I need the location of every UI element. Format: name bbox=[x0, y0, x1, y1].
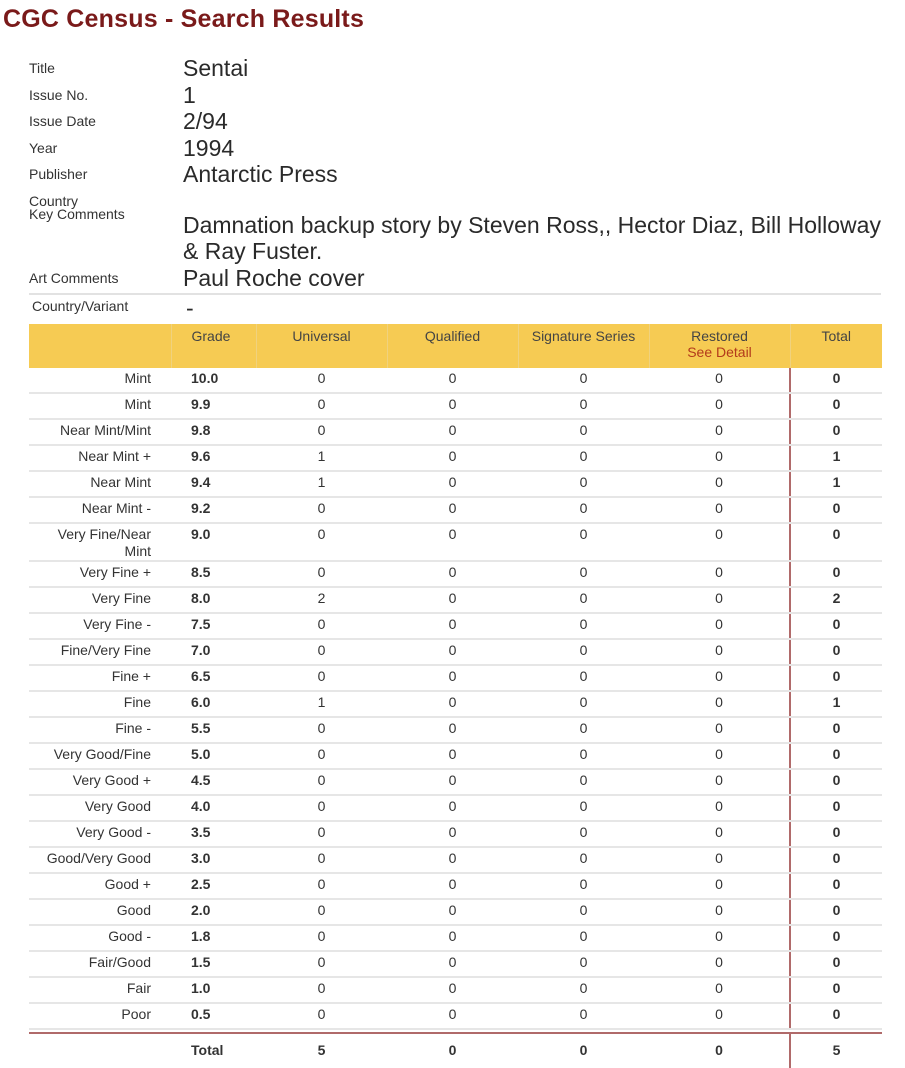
total-count: 0 bbox=[790, 613, 882, 639]
grade-description: Near Mint - bbox=[29, 497, 171, 523]
table-row bbox=[29, 847, 882, 873]
restored-count: 0 bbox=[649, 847, 790, 873]
grade-description: Near Mint bbox=[29, 471, 171, 497]
grade-value: 3.5 bbox=[171, 821, 256, 847]
qualified-count: 0 bbox=[387, 847, 518, 873]
header-restored bbox=[649, 324, 790, 368]
universal-count: 0 bbox=[256, 419, 387, 445]
grade-value: 8.5 bbox=[171, 561, 256, 587]
table-row bbox=[29, 899, 882, 925]
grade-value: 1.0 bbox=[171, 977, 256, 1003]
table-row bbox=[29, 393, 882, 419]
grade-value: 9.8 bbox=[171, 419, 256, 445]
qualified-count: 0 bbox=[387, 419, 518, 445]
header-qualified: Qualified bbox=[387, 324, 518, 368]
detail-label: Art Comments bbox=[29, 269, 119, 286]
totals-label: Total bbox=[191, 1042, 224, 1058]
grade-description: Very Fine/Near Mint bbox=[29, 523, 171, 561]
signature-count: 0 bbox=[518, 665, 649, 691]
detail-value: Sentai bbox=[183, 55, 249, 81]
census-table bbox=[29, 324, 882, 1068]
universal-count: 1 bbox=[256, 445, 387, 471]
total-count: 0 bbox=[790, 977, 882, 1003]
restored-count: 0 bbox=[649, 497, 790, 523]
restored-count: 0 bbox=[649, 717, 790, 743]
signature-count: 0 bbox=[518, 393, 649, 419]
universal-count: 0 bbox=[256, 873, 387, 899]
grade-value: 7.5 bbox=[171, 613, 256, 639]
universal-count: 2 bbox=[256, 587, 387, 613]
grade-value: 6.5 bbox=[171, 665, 256, 691]
total-count: 0 bbox=[790, 925, 882, 951]
universal-count: 0 bbox=[256, 925, 387, 951]
qualified-count: 0 bbox=[387, 368, 518, 393]
totals-blank bbox=[29, 1034, 171, 1068]
grade-value: 1.8 bbox=[171, 925, 256, 951]
universal-count: 0 bbox=[256, 613, 387, 639]
table-row bbox=[29, 795, 882, 821]
universal-count: 0 bbox=[256, 743, 387, 769]
grade-description: Mint bbox=[29, 368, 171, 393]
signature-total: 0 bbox=[579, 1042, 588, 1058]
grade-value: 6.0 bbox=[171, 691, 256, 717]
grade-description: Poor bbox=[29, 1003, 171, 1029]
restored-count: 0 bbox=[649, 587, 790, 613]
grade-description: Fine + bbox=[29, 665, 171, 691]
qualified-count: 0 bbox=[387, 925, 518, 951]
grade-description: Fine - bbox=[29, 717, 171, 743]
qualified-count: 0 bbox=[387, 873, 518, 899]
universal-count: 0 bbox=[256, 847, 387, 873]
restored-count: 0 bbox=[649, 743, 790, 769]
universal-count: 0 bbox=[256, 821, 387, 847]
grade-description: Good + bbox=[29, 873, 171, 899]
qualified-count: 0 bbox=[387, 393, 518, 419]
table-row bbox=[29, 419, 882, 445]
qualified-count: 0 bbox=[387, 497, 518, 523]
grade-value: 4.0 bbox=[171, 795, 256, 821]
qualified-count: 0 bbox=[387, 821, 518, 847]
grade-description: Fair/Good bbox=[29, 951, 171, 977]
totals-row bbox=[29, 1034, 882, 1068]
restored-count: 0 bbox=[649, 393, 790, 419]
universal-count: 0 bbox=[256, 523, 387, 561]
universal-count: 0 bbox=[256, 795, 387, 821]
universal-count: 0 bbox=[256, 561, 387, 587]
table-row bbox=[29, 821, 882, 847]
signature-count: 0 bbox=[518, 951, 649, 977]
table-row bbox=[29, 561, 882, 587]
universal-count: 0 bbox=[256, 769, 387, 795]
total-count: 0 bbox=[790, 523, 882, 561]
total-count: 0 bbox=[790, 665, 882, 691]
grade-description: Very Fine bbox=[29, 587, 171, 613]
total-count: 0 bbox=[790, 717, 882, 743]
signature-count: 0 bbox=[518, 523, 649, 561]
universal-count: 1 bbox=[256, 471, 387, 497]
detail-label: Country bbox=[29, 192, 79, 209]
total-count: 0 bbox=[790, 393, 882, 419]
total-count: 1 bbox=[790, 691, 882, 717]
signature-count: 0 bbox=[518, 497, 649, 523]
detail-label: Issue Date bbox=[29, 113, 96, 129]
table-row bbox=[29, 445, 882, 471]
total-count: 0 bbox=[790, 419, 882, 445]
header-total: Total bbox=[790, 324, 882, 368]
table-row bbox=[29, 743, 882, 769]
detail-title bbox=[29, 55, 881, 82]
signature-count: 0 bbox=[518, 847, 649, 873]
universal-count: 0 bbox=[256, 639, 387, 665]
universal-count: 0 bbox=[256, 977, 387, 1003]
header-signature-series: Signature Series bbox=[518, 324, 649, 368]
header-universal: Universal bbox=[256, 324, 387, 368]
table-row bbox=[29, 717, 882, 743]
table-row bbox=[29, 471, 882, 497]
detail-issue-date bbox=[29, 108, 881, 135]
restored-count: 0 bbox=[649, 821, 790, 847]
header-blank bbox=[29, 324, 171, 368]
detail-country bbox=[29, 188, 881, 209]
grade-value: 9.9 bbox=[171, 393, 256, 419]
table-row bbox=[29, 977, 882, 1003]
country-variant-value: - bbox=[186, 295, 194, 321]
comic-details bbox=[29, 55, 881, 322]
grade-description: Very Good - bbox=[29, 821, 171, 847]
total-count: 2 bbox=[790, 587, 882, 613]
qualified-count: 0 bbox=[387, 471, 518, 497]
restored-count: 0 bbox=[649, 899, 790, 925]
total-count: 0 bbox=[790, 769, 882, 795]
universal-count: 0 bbox=[256, 899, 387, 925]
qualified-count: 0 bbox=[387, 743, 518, 769]
grade-value: 9.4 bbox=[171, 471, 256, 497]
qualified-count: 0 bbox=[387, 717, 518, 743]
signature-count: 0 bbox=[518, 419, 649, 445]
detail-value: 2/94 bbox=[183, 108, 228, 134]
universal-count: 0 bbox=[256, 393, 387, 419]
grade-value: 3.0 bbox=[171, 847, 256, 873]
grade-value: 9.0 bbox=[171, 523, 256, 561]
detail-label: Title bbox=[29, 60, 55, 76]
restored-count: 0 bbox=[649, 561, 790, 587]
signature-count: 0 bbox=[518, 821, 649, 847]
grade-value: 4.5 bbox=[171, 769, 256, 795]
grade-value: 5.5 bbox=[171, 717, 256, 743]
grade-value: 0.5 bbox=[171, 1003, 256, 1029]
restored-count: 0 bbox=[649, 925, 790, 951]
total-count: 1 bbox=[790, 445, 882, 471]
detail-label: Key Comments bbox=[29, 205, 125, 222]
signature-count: 0 bbox=[518, 873, 649, 899]
grade-description: Fine bbox=[29, 691, 171, 717]
total-count: 0 bbox=[790, 497, 882, 523]
signature-count: 0 bbox=[518, 639, 649, 665]
grade-value: 10.0 bbox=[171, 368, 256, 393]
detail-key-comments bbox=[29, 206, 881, 265]
table-row bbox=[29, 587, 882, 613]
qualified-count: 0 bbox=[387, 977, 518, 1003]
detail-art-comments bbox=[29, 265, 881, 292]
grade-description: Good - bbox=[29, 925, 171, 951]
restored-count: 0 bbox=[649, 951, 790, 977]
restored-count: 0 bbox=[649, 873, 790, 899]
total-count: 0 bbox=[790, 368, 882, 393]
universal-count: 1 bbox=[256, 691, 387, 717]
qualified-count: 0 bbox=[387, 561, 518, 587]
table-row bbox=[29, 691, 882, 717]
universal-count: 0 bbox=[256, 368, 387, 393]
total-count: 0 bbox=[790, 847, 882, 873]
signature-count: 0 bbox=[518, 743, 649, 769]
total-count: 0 bbox=[790, 1003, 882, 1029]
total-count: 1 bbox=[790, 471, 882, 497]
restored-count: 0 bbox=[649, 613, 790, 639]
grade-description: Mint bbox=[29, 393, 171, 419]
restored-count: 0 bbox=[649, 665, 790, 691]
table-row bbox=[29, 665, 882, 691]
restored-label: Restored bbox=[691, 328, 748, 344]
signature-count: 0 bbox=[518, 769, 649, 795]
grand-total: 5 bbox=[790, 1034, 882, 1068]
grade-value: 9.2 bbox=[171, 497, 256, 523]
signature-count: 0 bbox=[518, 561, 649, 587]
detail-value: Paul Roche cover bbox=[183, 264, 365, 291]
grade-value: 5.0 bbox=[171, 743, 256, 769]
grade-value: 8.0 bbox=[171, 587, 256, 613]
detail-value: 1994 bbox=[183, 134, 235, 161]
page-title: CGC Census - Search Results bbox=[3, 5, 365, 33]
qualified-count: 0 bbox=[387, 769, 518, 795]
table-row bbox=[29, 497, 882, 523]
detail-value: 1 bbox=[183, 81, 196, 108]
restored-total: 0 bbox=[715, 1042, 723, 1058]
total-count: 0 bbox=[790, 821, 882, 847]
grade-description: Very Fine - bbox=[29, 613, 171, 639]
country-variant bbox=[29, 295, 881, 322]
qualified-count: 0 bbox=[387, 639, 518, 665]
universal-count: 0 bbox=[256, 717, 387, 743]
table-header-row bbox=[29, 324, 882, 368]
signature-count: 0 bbox=[518, 368, 649, 393]
detail-value: Antarctic Press bbox=[183, 161, 338, 187]
table-row bbox=[29, 639, 882, 665]
qualified-count: 0 bbox=[387, 1003, 518, 1029]
grade-description: Very Good/Fine bbox=[29, 743, 171, 769]
restored-count: 0 bbox=[649, 419, 790, 445]
grade-description: Very Good + bbox=[29, 769, 171, 795]
qualified-count: 0 bbox=[387, 587, 518, 613]
signature-count: 0 bbox=[518, 587, 649, 613]
signature-count: 0 bbox=[518, 445, 649, 471]
grade-value: 1.5 bbox=[171, 951, 256, 977]
restored-count: 0 bbox=[649, 691, 790, 717]
table-row bbox=[29, 769, 882, 795]
detail-label: Year bbox=[29, 139, 58, 156]
restored-count: 0 bbox=[649, 368, 790, 393]
grade-description: Good bbox=[29, 899, 171, 925]
total-count: 0 bbox=[790, 873, 882, 899]
grade-value: 2.0 bbox=[171, 899, 256, 925]
grade-value: 9.6 bbox=[171, 445, 256, 471]
table-row bbox=[29, 925, 882, 951]
restored-count: 0 bbox=[649, 471, 790, 497]
restored-count: 0 bbox=[649, 977, 790, 1003]
table-row bbox=[29, 951, 882, 977]
header-grade: Grade bbox=[171, 324, 256, 368]
signature-count: 0 bbox=[518, 691, 649, 717]
grade-description: Very Good bbox=[29, 795, 171, 821]
qualified-count: 0 bbox=[387, 665, 518, 691]
qualified-count: 0 bbox=[387, 795, 518, 821]
grade-description: Fair bbox=[29, 977, 171, 1003]
universal-count: 0 bbox=[256, 497, 387, 523]
signature-count: 0 bbox=[518, 471, 649, 497]
total-count: 0 bbox=[790, 561, 882, 587]
qualified-count: 0 bbox=[387, 523, 518, 561]
qualified-total: 0 bbox=[448, 1042, 457, 1058]
qualified-count: 0 bbox=[387, 691, 518, 717]
universal-count: 0 bbox=[256, 1003, 387, 1029]
signature-count: 0 bbox=[518, 899, 649, 925]
qualified-count: 0 bbox=[387, 445, 518, 471]
universal-total: 5 bbox=[317, 1042, 326, 1058]
qualified-count: 0 bbox=[387, 899, 518, 925]
detail-label: Publisher bbox=[29, 166, 88, 182]
signature-count: 0 bbox=[518, 795, 649, 821]
grade-description: Near Mint + bbox=[29, 445, 171, 471]
grade-description: Near Mint/Mint bbox=[29, 419, 171, 445]
detail-value: Damnation backup story by Steven Ross,, Hector Diaz, Bill Holloway & Ray Fuster. bbox=[183, 211, 881, 264]
total-count: 0 bbox=[790, 639, 882, 665]
signature-count: 0 bbox=[518, 613, 649, 639]
universal-count: 0 bbox=[256, 951, 387, 977]
total-count: 0 bbox=[790, 899, 882, 925]
grade-value: 2.5 bbox=[171, 873, 256, 899]
grade-description: Good/Very Good bbox=[29, 847, 171, 873]
country-variant-label: Country/Variant bbox=[32, 298, 129, 314]
table-row bbox=[29, 873, 882, 899]
qualified-count: 0 bbox=[387, 613, 518, 639]
grade-value: 7.0 bbox=[171, 639, 256, 665]
detail-year bbox=[29, 135, 881, 162]
see-detail-link[interactable]: See Detail bbox=[687, 344, 752, 360]
restored-count: 0 bbox=[649, 795, 790, 821]
table-row bbox=[29, 523, 882, 561]
restored-count: 0 bbox=[649, 639, 790, 665]
restored-count: 0 bbox=[649, 769, 790, 795]
restored-count: 0 bbox=[649, 523, 790, 561]
detail-label: Issue No. bbox=[29, 86, 89, 103]
signature-count: 0 bbox=[518, 1003, 649, 1029]
table-row bbox=[29, 368, 882, 393]
grade-description: Very Fine + bbox=[29, 561, 171, 587]
table-row bbox=[29, 613, 882, 639]
signature-count: 0 bbox=[518, 925, 649, 951]
signature-count: 0 bbox=[518, 977, 649, 1003]
detail-issue-no bbox=[29, 82, 881, 109]
detail-publisher bbox=[29, 161, 881, 188]
restored-count: 0 bbox=[649, 445, 790, 471]
restored-count: 0 bbox=[649, 1003, 790, 1029]
total-count: 0 bbox=[790, 951, 882, 977]
universal-count: 0 bbox=[256, 665, 387, 691]
signature-count: 0 bbox=[518, 717, 649, 743]
total-count: 0 bbox=[790, 743, 882, 769]
table-row bbox=[29, 1003, 882, 1029]
total-count: 0 bbox=[790, 795, 882, 821]
grade-description: Fine/Very Fine bbox=[29, 639, 171, 665]
qualified-count: 0 bbox=[387, 951, 518, 977]
